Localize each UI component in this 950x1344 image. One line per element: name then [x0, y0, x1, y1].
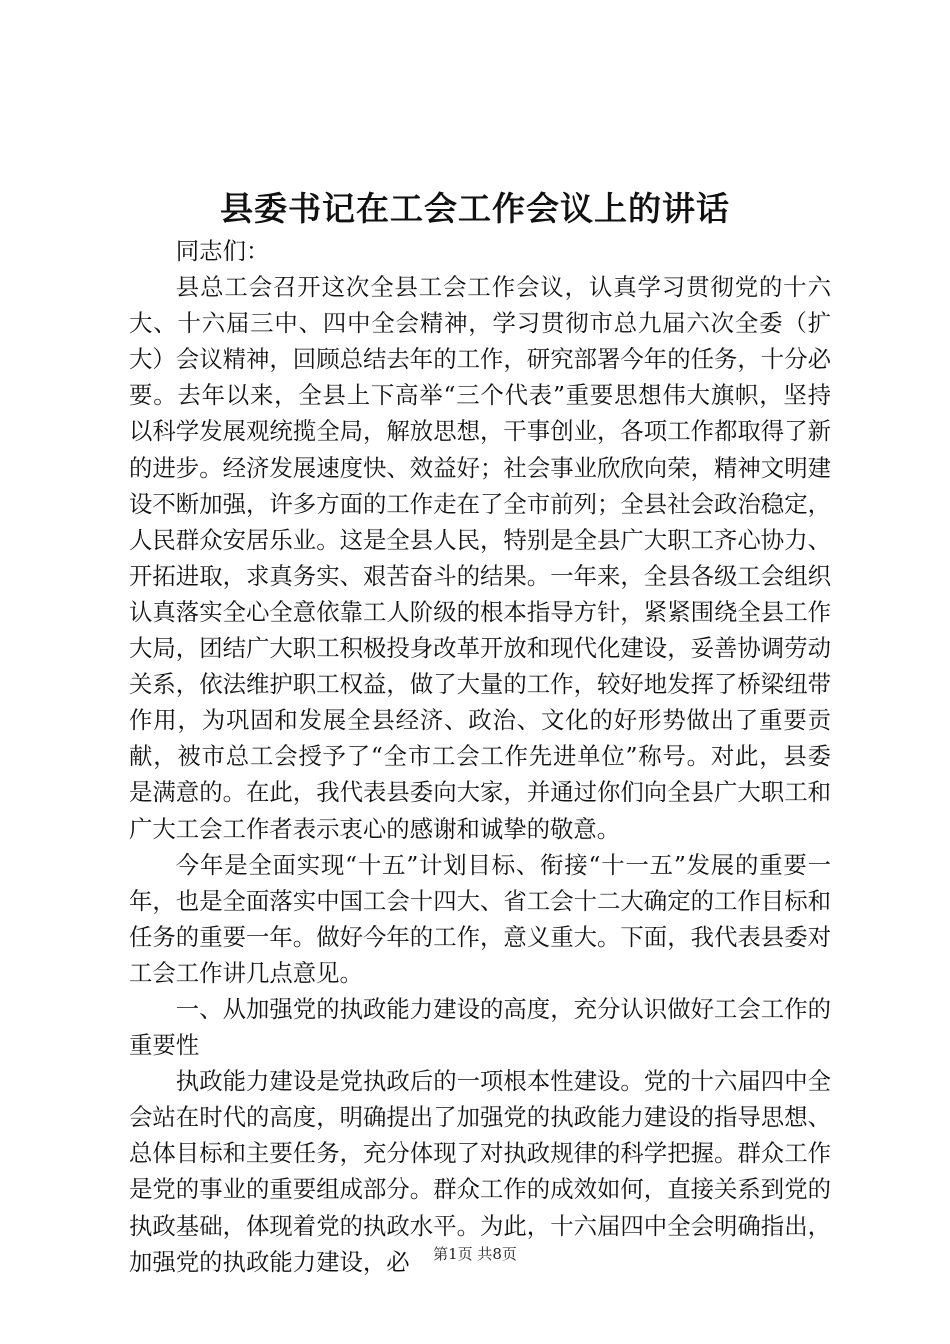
section-heading: 一、从加强党的执政能力建设的高度，充分认识做好工会工作的重要性 — [129, 994, 831, 1060]
body-paragraph: 执政能力建设是党执政后的一项根本性建设。党的十六届四中全会站在时代的高度，明确提出了加强党的执政能力建设的指导思想、总体目标和主要任务，充分体现了对执政规律的科学把握。群众工作是党的事业的重要组成部分。群众工作的成效如何，直接关系到党的执政基础，体现着党的执政水平。为此，十六届四中全会明确指出，加强党的执政能力建设，必 — [129, 1067, 831, 1276]
document-title: 县委书记在工会工作会议上的讲话 — [220, 189, 730, 228]
document-body — [129, 233, 831, 1280]
body-paragraph: 县总工会召开这次全县工会工作会议，认真学习贯彻党的十六大、十六届三中、四中全会精神，学习贯彻市总九届六次全委（扩大）会议精神，回顾总结去年的工作，研究部署今年的任务，十分必要。去年以来，全县上下高举“三个代表”重要思想伟大旗帜，坚持以科学发展观统揽全局，解放思想，干事创业，各项工作都取得了新的进步。经济发展速度快、效益好；社会事业欣欣向荣，精神文明建设不断加强，许多方面的工作走在了全市前列；全县社会政治稳定，人民群众安居乐业。这是全县人民，特别是全县广大职工齐心协力、开拓进取，求真务实、艰苦奋斗的结果。一年来，全县各级工会组织认真落实全心全意依靠工人阶级的根本指导方针，紧紧围绕全县工作大局，团结广大职工积极投身改革开放和现代化建设，妥善协调劳动关系，依法维护职工权益，做了大量的工作，较好地发挥了桥梁纽带作用，为巩固和发展全县经济、政治、文化的好形势做出了重要贡献，被市总工会授予了“全市工会工作先进单位”称号。对此，县委是满意的。在此，我代表县委向大家，并通过你们向全县广大职工和广大工会工作者表示衷心的感谢和诚挚的敬意。 — [129, 273, 831, 843]
page-number-footer: 第1页 共8页 — [433, 1245, 517, 1263]
salutation-paragraph: 同志们： — [175, 237, 270, 265]
body-paragraph: 今年是全面实现“十五”计划目标、衔接“十一五”发展的重要一年，也是全面落实中国工会十四大、省工会十二大确定的工作目标和任务的重要一年。做好今年的工作，意义重大。下面，我代表县委对工会工作讲几点意见。 — [129, 850, 831, 987]
